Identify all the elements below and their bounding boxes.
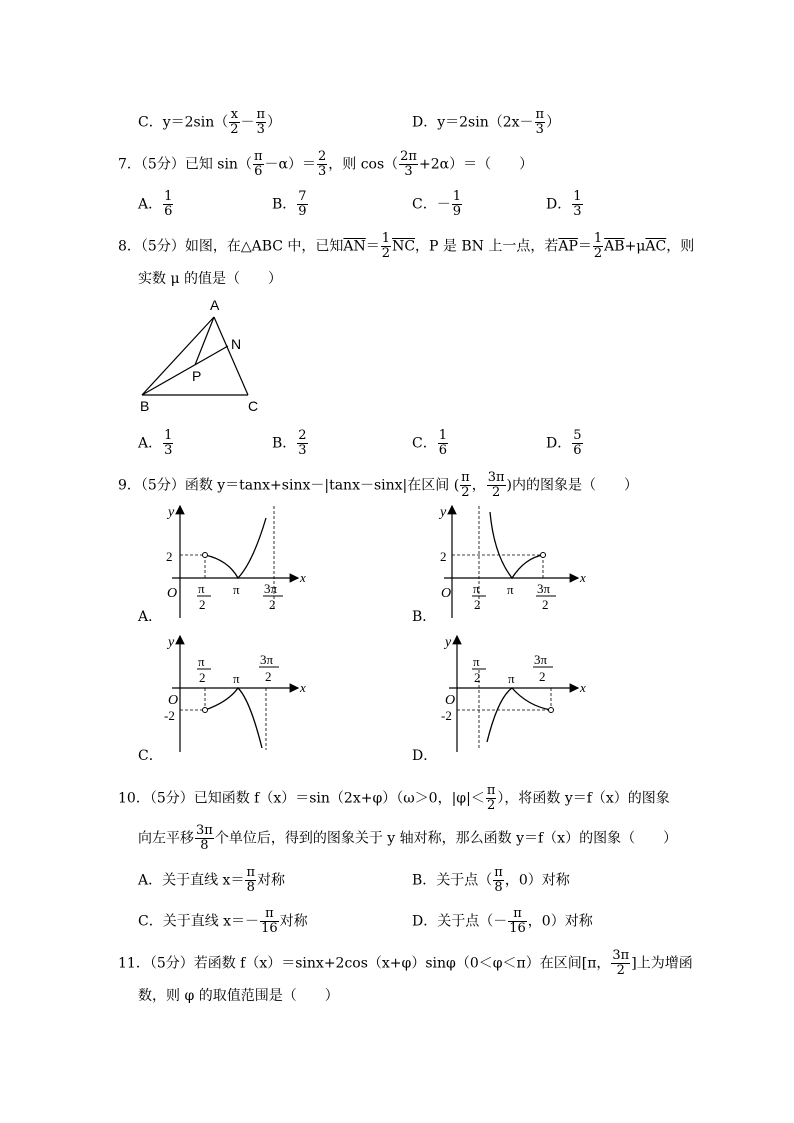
svg-text:y: y bbox=[445, 635, 452, 650]
svg-text:y: y bbox=[168, 505, 175, 520]
label-b: B bbox=[140, 398, 150, 414]
fraction: $\frac{\pi}{3}$ bbox=[535, 107, 545, 137]
fraction: $\frac{\pi}{6}$ bbox=[253, 149, 263, 179]
svg-text:x: x bbox=[580, 680, 586, 695]
svg-text:π: π bbox=[198, 581, 205, 596]
q7-stem: 7．（5分）已知 sin（ $\frac{\pi}{6}$ －α）＝ $\frac{2}{3}$ ，则 cos（ $\frac{2\pi}{3}$ +2α）＝（ ） bbox=[118, 149, 534, 179]
q11-stem-line2: 数，则 φ 的取值范围是（ ） bbox=[138, 988, 339, 1004]
svg-text:O: O bbox=[168, 693, 179, 708]
svg-text:O: O bbox=[445, 693, 456, 708]
label-a: A bbox=[210, 297, 220, 313]
q8-option-b[interactable]: B． $\frac{2}{3}$ bbox=[272, 428, 307, 458]
q7-option-a[interactable]: A． $\frac{1}{6}$ bbox=[138, 189, 173, 219]
svg-text:x: x bbox=[300, 570, 306, 585]
label-c: C bbox=[248, 398, 259, 414]
svg-text:2: 2 bbox=[539, 669, 546, 684]
svg-text:π: π bbox=[473, 654, 480, 669]
q7-option-c[interactable]: C．－ $\frac{1}{9}$ bbox=[412, 189, 461, 219]
svg-text:2: 2 bbox=[269, 597, 276, 612]
q10-option-a[interactable]: A．关于直线 x＝ $\frac{\pi}{8}$ 对称 bbox=[138, 865, 286, 895]
graph-d[interactable] bbox=[430, 630, 590, 755]
q6-option-d[interactable]: D．y＝2sin（2x－ $\frac{\pi}{3}$ ） bbox=[412, 107, 561, 137]
label-p: P bbox=[192, 368, 202, 384]
segment-bn bbox=[142, 346, 228, 395]
svg-text:2: 2 bbox=[199, 670, 206, 685]
q9-option-c[interactable]: C． bbox=[138, 748, 163, 764]
q9-stem: 9．（5分）函数 y＝tanx+sinx－|tanx－sinx|在区间 ( $\frac{\pi}{2}$ ， $\frac{3\pi}{2}$ )内的图象是（ ） bbox=[118, 470, 639, 500]
svg-text:π: π bbox=[198, 654, 205, 669]
svg-text:x: x bbox=[580, 570, 586, 585]
svg-text:2: 2 bbox=[199, 597, 206, 612]
q9-option-d[interactable]: D． bbox=[412, 748, 438, 764]
svg-text:y: y bbox=[168, 635, 175, 650]
q10-stem: 10．（5分）已知函数 f（x）＝sin（2x+φ）（ω＞0，|φ|＜ $\frac{\pi}{2}$ ），将函数 y＝f（x）的图象 bbox=[118, 783, 670, 813]
svg-text:O: O bbox=[167, 586, 178, 601]
q9-option-b[interactable]: B． bbox=[412, 609, 437, 625]
q10-option-d[interactable]: D．关于点（－ $\frac{\pi}{16}$ ，0）对称 bbox=[412, 906, 593, 936]
fraction: $\frac{2}{3}$ bbox=[317, 149, 327, 179]
svg-text:π: π bbox=[508, 671, 515, 686]
graph-b[interactable] bbox=[430, 500, 590, 625]
side-ac bbox=[214, 317, 248, 395]
svg-text:2: 2 bbox=[542, 597, 549, 612]
fraction: $\frac{\pi}{3}$ bbox=[256, 107, 266, 137]
svg-text:π: π bbox=[507, 582, 514, 597]
svg-text:2: 2 bbox=[166, 549, 173, 564]
graph-a[interactable] bbox=[150, 500, 310, 625]
svg-text:2: 2 bbox=[265, 669, 272, 684]
svg-text:π: π bbox=[473, 581, 480, 596]
svg-text:3π: 3π bbox=[537, 581, 551, 596]
side-ab bbox=[142, 317, 214, 395]
q8-stem: 8．（5分）如图，在△ABC 中，已知$\overline{AN}=$ $\frac{1}{2}$ $\overline{NC}$，P 是 BN 上一点，若$\overline{AP}=$ $\frac{1}{2}$ $\overline{AB}+\mu\overline{AC}$，则 bbox=[118, 231, 695, 261]
svg-text:2: 2 bbox=[474, 597, 481, 612]
svg-text:y: y bbox=[440, 505, 447, 520]
q6-option-c[interactable]: C．y＝2sin（ $\frac{x}{2}$ － $\frac{\pi}{3}$ ） bbox=[138, 107, 282, 137]
fraction: $\frac{x}{2}$ bbox=[230, 107, 239, 137]
q7-option-b[interactable]: B． $\frac{7}{9}$ bbox=[272, 189, 307, 219]
svg-text:O: O bbox=[441, 586, 452, 601]
svg-text:3π: 3π bbox=[264, 581, 278, 596]
q8-option-c[interactable]: C． $\frac{1}{6}$ bbox=[412, 428, 447, 458]
label-n: N bbox=[231, 336, 242, 352]
graph-c[interactable] bbox=[150, 630, 310, 755]
svg-text:-2: -2 bbox=[164, 708, 175, 723]
q8-option-a[interactable]: A． $\frac{1}{3}$ bbox=[138, 428, 173, 458]
q9-option-a[interactable]: A． bbox=[138, 609, 163, 625]
svg-text:-2: -2 bbox=[441, 708, 452, 723]
q10-option-c[interactable]: C．关于直线 x＝－ $\frac{\pi}{16}$ 对称 bbox=[138, 906, 308, 936]
svg-text:2: 2 bbox=[474, 670, 481, 685]
fraction: $\frac{2\pi}{3}$ bbox=[400, 149, 417, 179]
svg-text:2: 2 bbox=[440, 549, 447, 564]
q11-stem: 11．（5分）若函数 f（x）＝sinx+2cos（x+φ）sinφ（0＜φ＜π）在区间[π， $\frac{3\pi}{2}$ ]上为增函 bbox=[118, 948, 693, 978]
q7-option-d[interactable]: D． $\frac{1}{3}$ bbox=[546, 189, 582, 219]
q10-option-b[interactable]: B．关于点（ $\frac{\pi}{8}$ ，0）对称 bbox=[412, 865, 570, 895]
q8-stem-line2: 实数 μ 的值是（ ） bbox=[138, 271, 282, 287]
svg-text:3π: 3π bbox=[534, 652, 548, 667]
segment-ap bbox=[195, 317, 214, 365]
svg-text:3π: 3π bbox=[260, 652, 274, 667]
svg-text:π: π bbox=[233, 582, 240, 597]
q8-option-d[interactable]: D． $\frac{5}{6}$ bbox=[546, 428, 582, 458]
svg-text:x: x bbox=[300, 680, 306, 695]
svg-text:π: π bbox=[233, 671, 240, 686]
q10-stem-line2: 向左平移 $\frac{3\pi}{8}$ 个单位后，得到的图象关于 y 轴对称，那么函数 y＝f（x）的图象（ ） bbox=[138, 823, 678, 853]
triangle-figure bbox=[130, 292, 270, 414]
